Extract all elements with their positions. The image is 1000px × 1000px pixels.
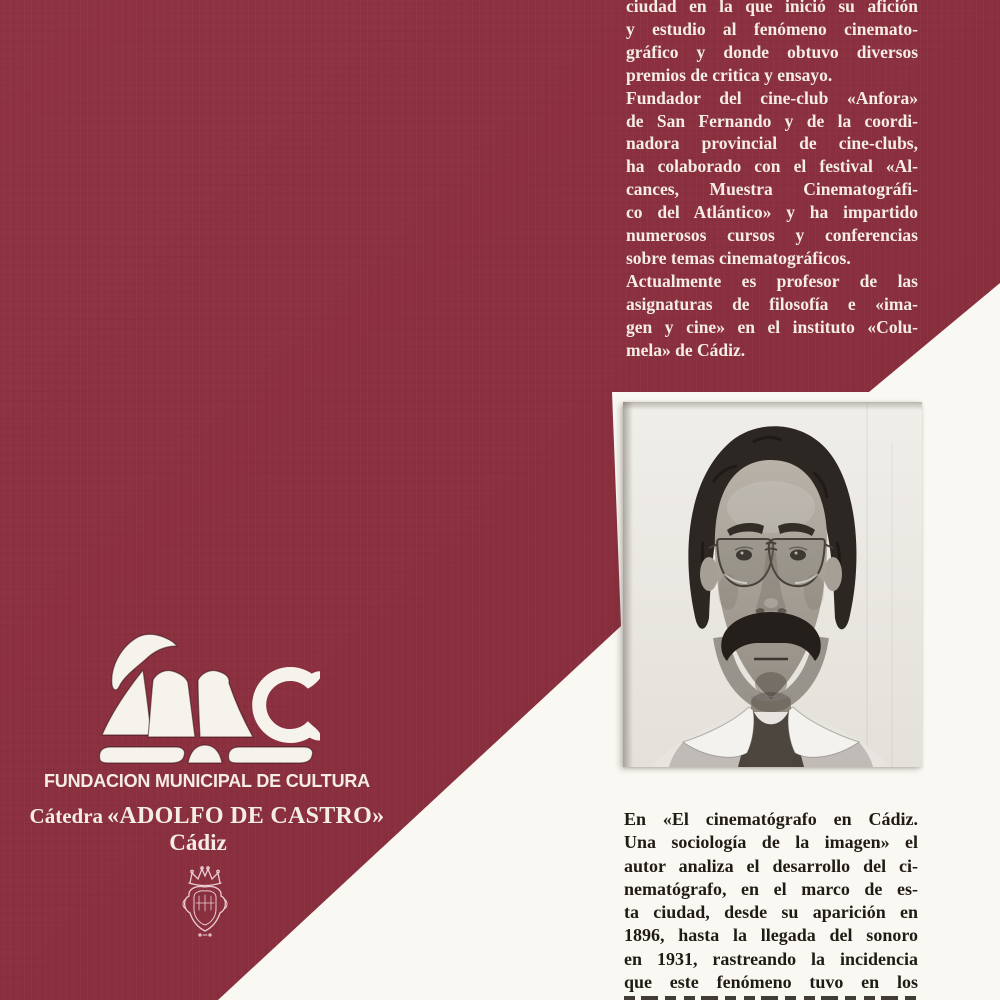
intro-line: 1896, hasta la llegada del sonoro — [624, 925, 918, 946]
bio-line: nadora provincial de cine-clubs, — [626, 133, 918, 154]
intro-line: En «El cinematógrafo en Cádiz. — [624, 809, 918, 829]
intro-line: que este fenómeno tuvo en los — [624, 972, 918, 993]
bio-line: ha colaborado con el festival «Al- — [626, 156, 918, 177]
author-portrait-photo — [623, 402, 922, 767]
intro-line: en 1931, rastreando la incidencia — [624, 948, 918, 969]
book-intro-text — [624, 808, 918, 994]
logo-letter-c — [259, 671, 320, 740]
bio-line: cances, Muestra Cinematográfi- — [626, 179, 918, 200]
bio-line: numerosos cursos y conferencias — [626, 225, 918, 246]
bio-line: sobre temas cinematográficos. — [626, 247, 851, 268]
fmc-logo — [90, 630, 320, 770]
logo-underline-bars — [99, 745, 312, 763]
intro-line: autor analiza el desarrollo del ci- — [624, 855, 918, 876]
catedra-line — [8, 802, 406, 833]
intro-line: nematógrafo, en el marco de es- — [624, 878, 918, 899]
bio-line: mela» de Cádiz. — [626, 339, 746, 360]
cadiz-coat-of-arms-crest — [176, 865, 234, 939]
bio-line: de San Fernando y de la coordi- — [626, 110, 918, 131]
intro-line: ta ciudad, desde su aparición en — [624, 902, 918, 923]
bio-line: gráfico y donde obtuvo diversos — [626, 41, 918, 62]
portrait-illustration — [623, 402, 922, 767]
portrait-ear-right — [824, 557, 842, 591]
catedra-prefix: Cátedra — [29, 804, 104, 828]
catedra-name: «ADOLFO DE CASTRO» — [107, 803, 385, 829]
logo-letter-m — [148, 671, 253, 737]
bio-line: premios de critica y ensayo. — [626, 64, 833, 85]
intro-line: Una sociología de la imagen» el — [624, 832, 918, 853]
publisher-city: Cádiz — [169, 830, 227, 855]
bio-line: y estudio al fenómeno cinemato- — [626, 18, 918, 39]
clipped-text-line — [624, 996, 916, 1000]
bio-line: co del Atlántico» y ha impartido — [626, 202, 918, 223]
bio-line: Actualmente es profesor de las — [626, 270, 918, 291]
portrait-ear-left — [700, 557, 718, 591]
bio-line: ciudad en la que inició su afición — [626, 0, 918, 16]
foundation-name: FUNDACION MUNICIPAL DE CULTURA — [44, 771, 370, 791]
bio-line: Fundador del cine-club «Anfora» — [626, 87, 918, 108]
bio-line: gen y cine» en el instituto «Colu- — [626, 316, 918, 337]
bio-line: asignaturas de filosofía e «ima- — [626, 293, 918, 314]
crest-crown — [189, 867, 221, 886]
crest-shield — [183, 886, 227, 931]
crest-base-marks — [199, 934, 211, 936]
author-bio-text — [626, 0, 918, 362]
